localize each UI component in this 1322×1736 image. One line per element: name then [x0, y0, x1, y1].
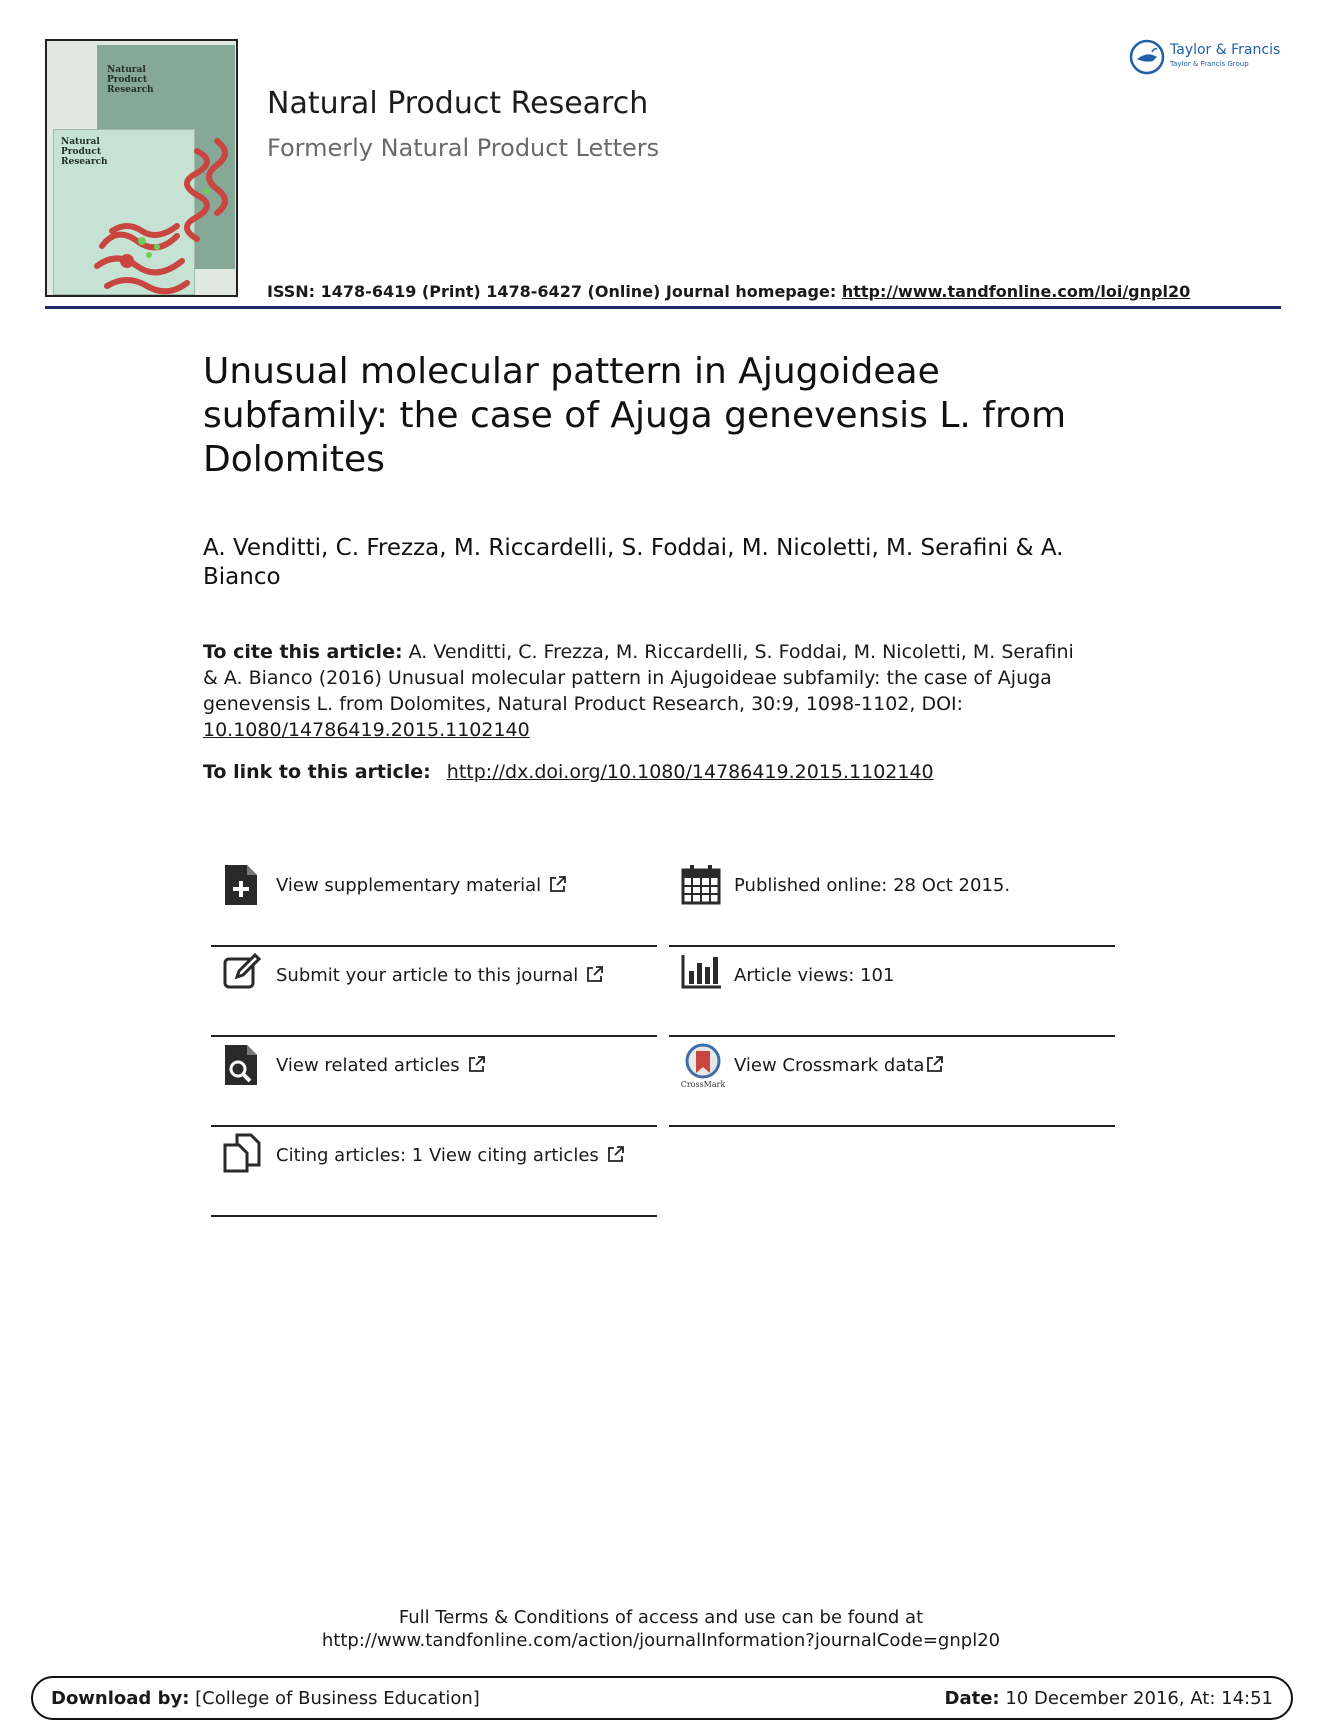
download-value: [College of Business Education]	[189, 1688, 480, 1709]
download-label: Download by:	[51, 1688, 190, 1709]
cover-title-back: Natural Product Research	[107, 65, 154, 95]
published-online-item	[669, 857, 1115, 947]
article-link-line	[203, 761, 934, 783]
external-link-icon	[468, 1055, 486, 1073]
journal-subtitle: Formerly Natural Product Letters	[267, 134, 660, 162]
article-views-item	[669, 947, 1115, 1037]
crossmark-label: View Crossmark data	[734, 1055, 925, 1076]
published-label: Published online: 28 Oct 2015.	[734, 875, 1011, 896]
external-link-icon	[586, 965, 604, 983]
bar-chart-icon	[681, 953, 723, 989]
date-value: 10 December 2016, At: 14:51	[999, 1688, 1273, 1709]
date-label: Date:	[944, 1688, 1000, 1709]
article-title: Unusual molecular pattern in Ajugoideae subfamily: the case of Ajuga genevensis L. from Dolomites	[203, 351, 1067, 480]
external-link-icon	[926, 1055, 944, 1073]
edit-icon	[223, 953, 263, 993]
issn-line	[267, 282, 1190, 301]
terms-line-1: Full Terms & Conditions of access and use can be found at	[398, 1607, 924, 1628]
publisher-name: Taylor & Francis	[1170, 42, 1281, 58]
publisher-lamp-icon	[1128, 38, 1166, 76]
publisher-group: Taylor & Francis Group	[1170, 60, 1249, 68]
cite-doi-link[interactable]: 10.1080/14786419.2015.1102140	[203, 719, 530, 741]
citing-articles-item[interactable]	[211, 1127, 657, 1217]
journal-homepage-link[interactable]: http://www.tandfonline.com/loi/gnpl20	[841, 282, 1191, 301]
cite-text: A. Venditti, C. Frezza, M. Riccardelli, S. Foddai, M. Nicoletti, M. Serafini & A. Bianco (2016) Unusual molecular pattern in Ajugoideae subfamily: the case of Ajuga genevensis L. from Dolomites, Natural Product Research, 30:9, 1098-1102, DOI:	[203, 641, 1074, 715]
copy-documents-icon	[223, 1133, 263, 1173]
link-label: To link to this article:	[203, 761, 431, 783]
calendar-icon	[681, 863, 721, 905]
submit-label: Submit your article to this journal	[276, 965, 579, 986]
header-divider	[45, 306, 1281, 309]
article-authors: A. Venditti, C. Frezza, M. Riccardelli, S. Foddai, M. Nicoletti, M. Serafini & A. Bianco	[203, 535, 1064, 590]
related-label: View related articles	[276, 1055, 460, 1076]
submit-article-item[interactable]	[211, 947, 657, 1037]
crossmark-icon	[681, 1043, 725, 1089]
journal-cover-image	[45, 39, 238, 297]
crossmark-logo-text: CrossMark	[681, 1080, 725, 1089]
publisher-logo[interactable]	[1128, 38, 1288, 78]
cover-title-front: Natural Product Research	[61, 137, 108, 167]
search-document-icon	[223, 1043, 259, 1087]
file-plus-icon	[223, 863, 259, 907]
issn-text: ISSN: 1478-6419 (Print) 1478-6427 (Online) Journal homepage:	[267, 282, 842, 301]
external-link-icon	[549, 875, 567, 893]
terms-notice	[0, 1606, 1322, 1652]
related-articles-item[interactable]	[211, 1037, 657, 1127]
views-label: Article views: 101	[734, 965, 895, 986]
supplementary-label: View supplementary material	[276, 875, 542, 896]
cover-artwork	[47, 41, 238, 297]
external-link-icon	[607, 1145, 625, 1163]
article-doi-link[interactable]: http://dx.doi.org/10.1080/14786419.2015.1102140	[446, 761, 934, 783]
citation-block	[203, 639, 1083, 743]
crossmark-item[interactable]	[669, 1037, 1115, 1127]
supplementary-material-item[interactable]	[211, 857, 657, 947]
citing-label: Citing articles: 1 View citing articles	[276, 1145, 599, 1166]
cite-label: To cite this article:	[203, 641, 403, 663]
terms-line-2[interactable]: http://www.tandfonline.com/action/journalInformation?journalCode=gnpl20	[321, 1630, 1001, 1651]
journal-title: Natural Product Research	[267, 86, 649, 121]
download-info-bar	[31, 1676, 1293, 1720]
